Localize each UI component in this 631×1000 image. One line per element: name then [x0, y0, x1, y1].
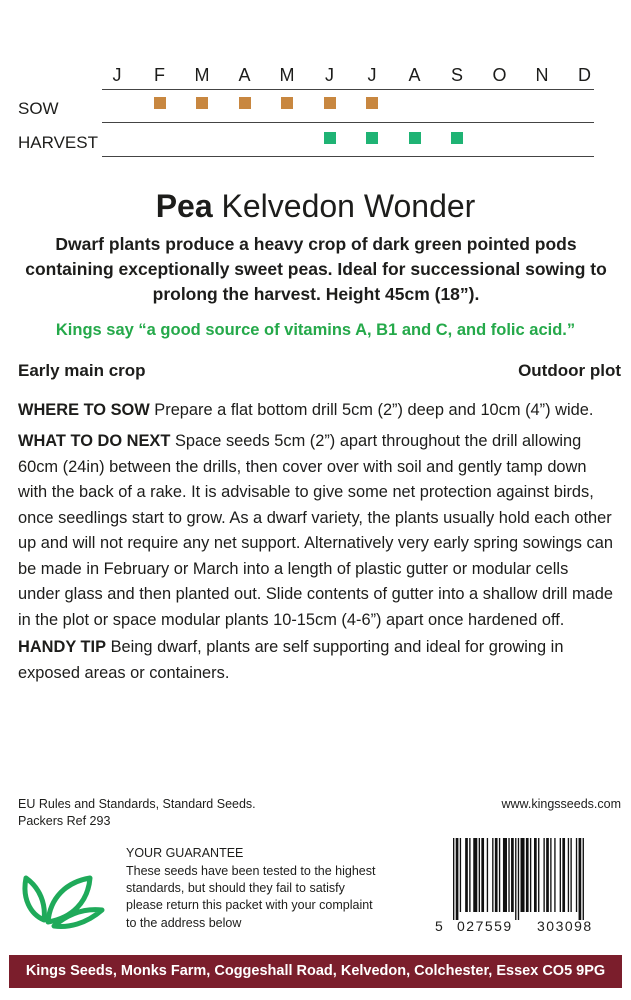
where-to-sow-section: [18, 398, 614, 424]
calendar-month: F: [154, 65, 165, 85]
handy-tip-section: [18, 635, 614, 686]
kings-quote: Kings say “a good source of vitamins A, B1 and C, and folic acid.”: [55, 321, 576, 339]
calendar-divider: [102, 156, 594, 157]
sow-mark: [366, 97, 378, 109]
sow-row-label: SOW: [18, 99, 59, 118]
product-name: Pea: [155, 188, 213, 224]
calendar-month: J: [367, 65, 377, 85]
sow-mark: [281, 97, 293, 109]
calendar-month: A: [408, 65, 421, 85]
product-description: Dwarf plants produce a heavy crop of dark green pointed pods containing exceptionally sweet peas. Ideal for successional sowing to prolong the harvest. Height 45cm (18”).: [25, 234, 607, 304]
calendar-month: J: [112, 65, 122, 85]
calendar-divider: [102, 89, 594, 90]
barcode-right-digits: 303098: [537, 918, 593, 934]
barcode-bars: [433, 838, 623, 920]
crop-type: Early main crop: [18, 361, 146, 380]
calendar-month: M: [194, 65, 210, 85]
harvest-mark: [409, 132, 421, 144]
sow-mark: [154, 97, 166, 109]
rules-text: EU Rules and Standards, Standard Seeds.: [18, 797, 256, 811]
handy-tip-text: Being dwarf, plants are self supporting and ideal for growing in exposed areas or containers.: [18, 638, 564, 682]
what-to-do-next-heading: WHAT TO DO NEXT: [18, 432, 171, 450]
where-to-sow-heading: WHERE TO SOW: [18, 401, 150, 419]
barcode: [433, 838, 623, 938]
harvest-mark: [451, 132, 463, 144]
calendar-month: M: [279, 65, 295, 85]
sow-mark: [239, 97, 251, 109]
calendar-month: A: [238, 65, 251, 85]
growing-location: Outdoor plot: [518, 361, 621, 380]
product-variety: Kelvedon Wonder: [221, 188, 476, 224]
handy-tip-heading: HANDY TIP: [18, 638, 107, 656]
guarantee-heading: YOUR GUARANTEE: [126, 846, 244, 860]
calendar-month: J: [325, 65, 334, 85]
what-to-do-next-text: Space seeds 5cm (2”) apart throughout the drill allowing 60cm (24in) between the drills, then cover over with soil and gently tamp down with the back of a rake. It is advisable to give some net protection against birds, once seedlings start to grow. As a dwarf variety, the plants usually hold each other up and will not require any net support. Alternatively very early spring sowings can be made in February or March into a length of plastic gutter or modular cells under glass and then planted out. Slide contents of gutter into a shallow drill made in the plot or space modular plants 10-15cm (4-6”) apart once hardened off.: [18, 432, 613, 629]
harvest-row-label: HARVEST: [18, 133, 98, 152]
product-title: [0, 186, 631, 226]
guarantee-text: These seeds have been tested to the highest standards, but should they fail to satisfy please return this packet with your complaint to the address below: [126, 864, 376, 930]
harvest-mark: [366, 132, 378, 144]
barcode-left-digits: 027559: [457, 918, 513, 934]
what-to-do-next-section: [18, 429, 614, 633]
calendar-month: S: [450, 65, 463, 85]
sow-mark: [324, 97, 336, 109]
website-link[interactable]: www.kingsseeds.com: [501, 797, 621, 811]
company-address-bar: Kings Seeds, Monks Farm, Coggeshall Road, Kelvedon, Colchester, Essex CO5 9PG: [9, 955, 622, 988]
packers-ref: Packers Ref 293: [18, 814, 111, 828]
calendar-month: O: [492, 65, 507, 85]
where-to-sow-text: Prepare a flat bottom drill 5cm (2”) deep and 10cm (4”) wide.: [154, 401, 594, 419]
leaves-icon: [20, 868, 108, 930]
calendar-month: N: [535, 65, 549, 85]
calendar-divider: [102, 122, 594, 123]
sow-mark: [196, 97, 208, 109]
barcode-first-digit: 5: [435, 918, 443, 934]
harvest-mark: [324, 132, 336, 144]
calendar-month: D: [578, 65, 591, 85]
